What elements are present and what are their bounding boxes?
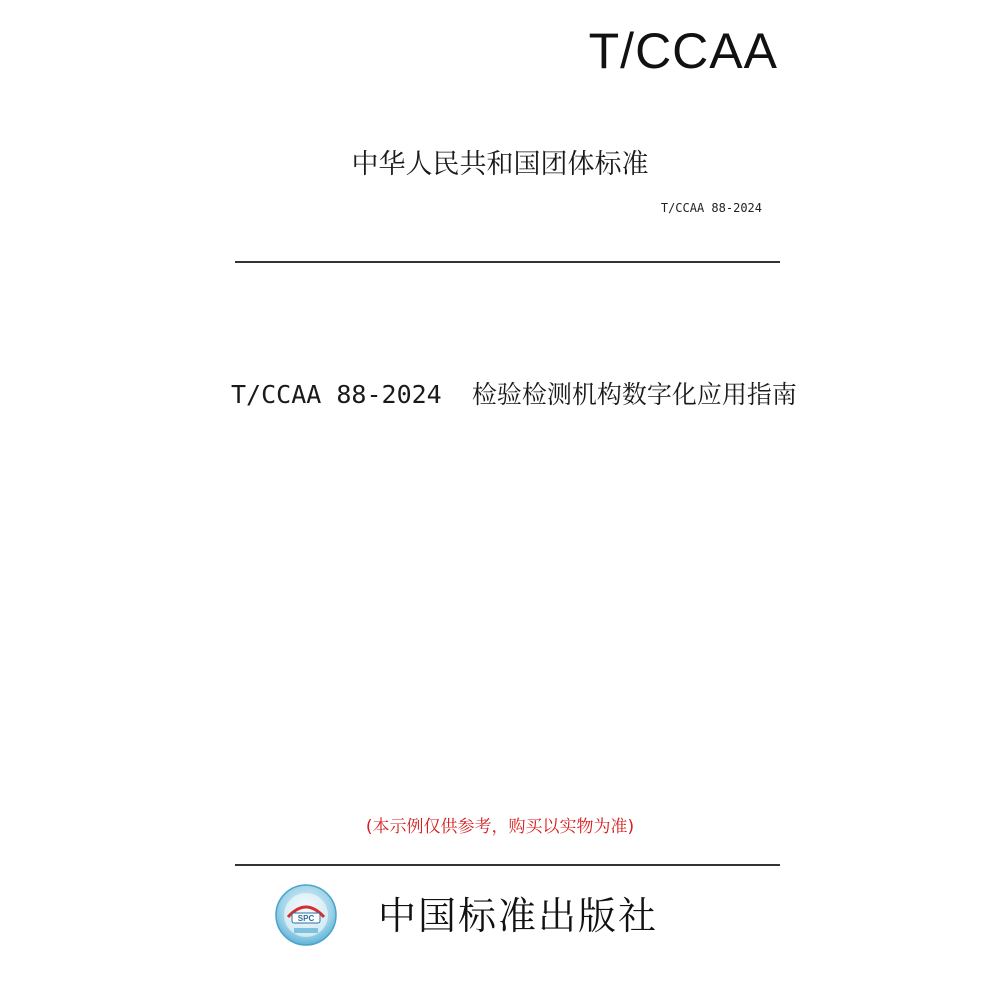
- sample-disclaimer: (本示例仅供参考，购买以实物为准): [365, 817, 635, 837]
- standard-code-small: T/CCAA 88-2024: [660, 201, 762, 215]
- organization-title: 中华人民共和国团体标准: [351, 149, 649, 180]
- bottom-divider: [235, 864, 780, 866]
- document-title: [231, 377, 797, 412]
- publisher-logo-icon: [274, 883, 338, 947]
- top-divider: [235, 261, 780, 263]
- publisher-name: 中国标准出版社: [378, 894, 659, 938]
- svg-text:SPC: SPC: [297, 914, 315, 923]
- publisher-seal-icon: [274, 883, 338, 947]
- standard-code-large: T/CCAA: [588, 23, 778, 79]
- document-title-code: T/CCAA 88-2024: [231, 380, 442, 409]
- document-title-name: 检验检测机构数字化应用指南: [471, 380, 797, 409]
